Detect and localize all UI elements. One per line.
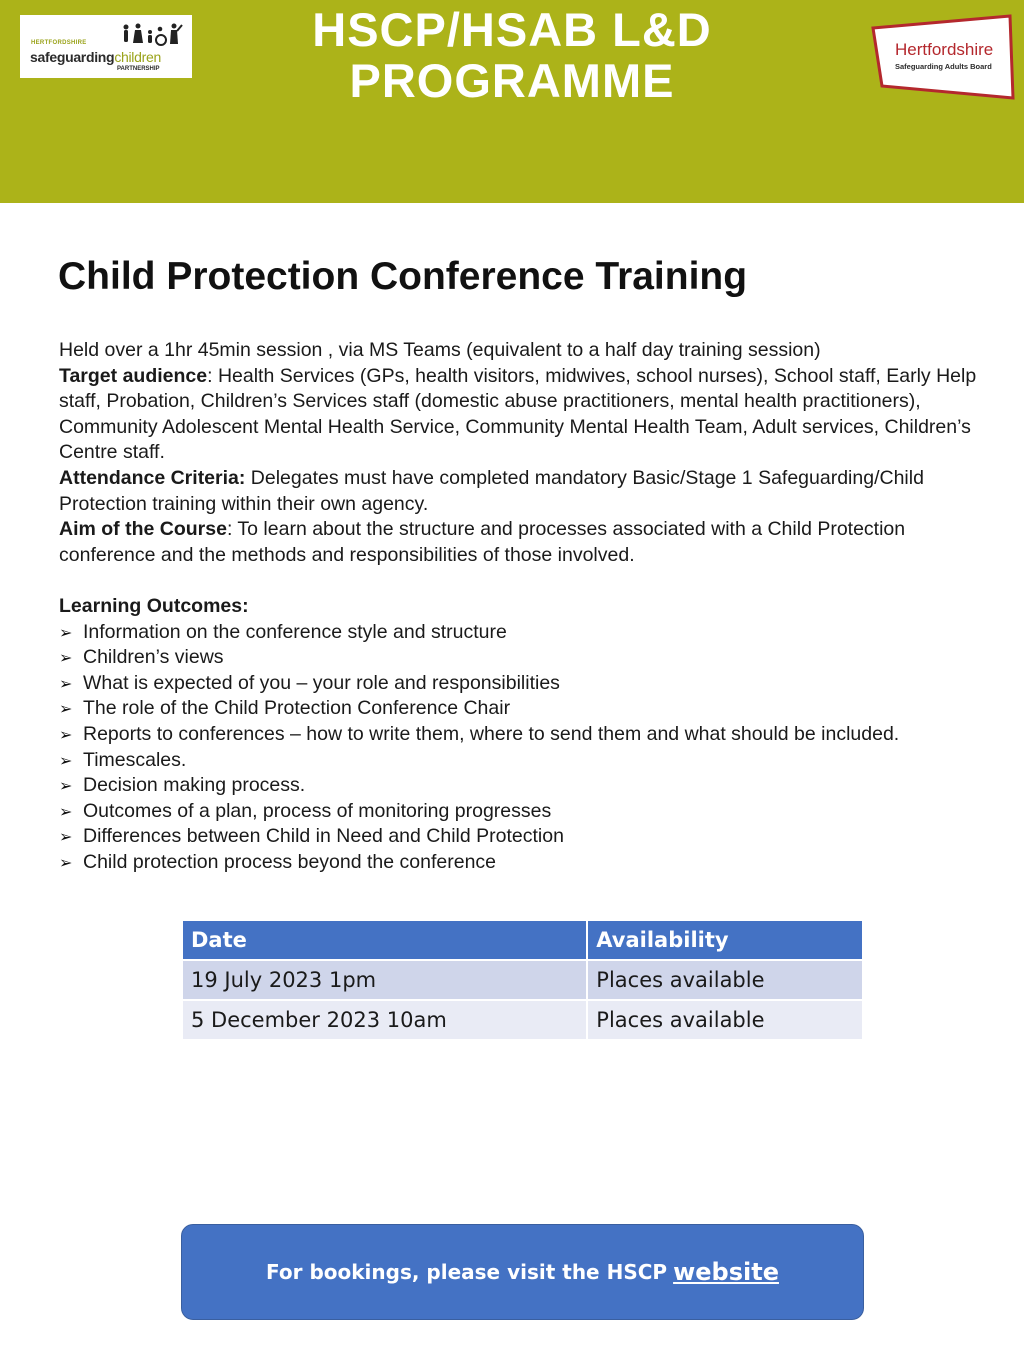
attendance-criteria-label: Attendance Criteria: [59, 466, 246, 489]
header-title-line1: HSCP/HSAB L&D [312, 3, 712, 56]
course-description [59, 338, 979, 875]
table-row [182, 1000, 863, 1040]
safeguarding-children-partnership-logo [20, 15, 192, 78]
target-audience-text: : Health Services (GPs, health visitors, midwives, school nurses), School staff, Early Help staff, Probation, Children’s Services staff (domestic abuse practitioners, mental health practitioners), Community Adolescent Mental Health Service, Community Mental Health Team, Adult services, Children’s Centre staff. [59, 364, 977, 464]
outcome-item: ➢ The role of the Child Protection Conference Chair [59, 696, 979, 722]
logo-main-light: children [114, 49, 161, 65]
logo-name: Hertfordshire [895, 40, 994, 59]
table-row [182, 960, 863, 1000]
course-aim-label: Aim of the Course [59, 518, 227, 541]
website-link[interactable]: website [673, 1258, 779, 1286]
outcome-item: ➢ Timescales. [59, 748, 979, 774]
session-availability: Places available [587, 1000, 863, 1040]
session-date: 19 July 2023 1pm [182, 960, 587, 1000]
outcome-item: ➢ Child protection process beyond the conference [59, 850, 979, 876]
booking-banner [181, 1224, 864, 1320]
session-availability: Places available [587, 960, 863, 1000]
session-info: Held over a 1hr 45min session , via MS Teams (equivalent to a half day training session) [59, 339, 821, 361]
outcome-item: ➢ What is expected of you – your role and responsibilities [59, 671, 979, 697]
figures-icon [120, 23, 184, 47]
table-header-row [182, 920, 863, 960]
attendance-criteria [59, 466, 979, 517]
header-band [0, 0, 1024, 203]
outcome-item: ➢ Reports to conferences – how to write them, where to send them and what should be included. [59, 722, 979, 748]
target-audience [59, 364, 979, 466]
outcome-item: ➢ Children’s views [59, 645, 979, 671]
attendance-criteria-text: Delegates must have completed mandatory Basic/Stage 1 Safeguarding/Child Protection training within their own agency. [59, 466, 924, 515]
page-header-title [262, 4, 762, 106]
outcome-item: ➢ Information on the conference style and structure [59, 620, 979, 646]
column-header-date: Date [182, 920, 587, 960]
outcome-item: ➢ Decision making process. [59, 773, 979, 799]
logo-subtitle: Safeguarding Adults Board [895, 62, 992, 71]
outcome-item: ➢ Differences between Child in Need and Child Protection [59, 824, 979, 850]
learning-outcomes-heading: Learning Outcomes: [59, 594, 249, 617]
booking-text: For bookings, please visit the HSCP [266, 1260, 668, 1284]
logo-small-top: HERTFORDSHIRE [31, 40, 87, 46]
target-audience-label: Target audience [59, 364, 208, 387]
column-header-availability: Availability [587, 920, 863, 960]
course-title: Child Protection Conference Training [58, 255, 748, 298]
course-aim [59, 517, 979, 568]
hertfordshire-safeguarding-adults-board-logo [870, 14, 1016, 100]
learning-outcomes-list [59, 620, 979, 876]
course-aim-text: : To learn about the structure and processes associated with a Child Protection conference and the methods and responsibilities of those involved. [59, 518, 906, 566]
logo-small-bottom: PARTNERSHIP [117, 66, 160, 72]
sessions-table [181, 919, 864, 1041]
logo-main-text [30, 49, 161, 65]
header-title-line2: PROGRAMME [349, 54, 675, 107]
session-date: 5 December 2023 10am [182, 1000, 587, 1040]
logo-main-bold: safeguarding [30, 49, 115, 65]
outcome-item: ➢ Outcomes of a plan, process of monitoring progresses [59, 799, 979, 825]
